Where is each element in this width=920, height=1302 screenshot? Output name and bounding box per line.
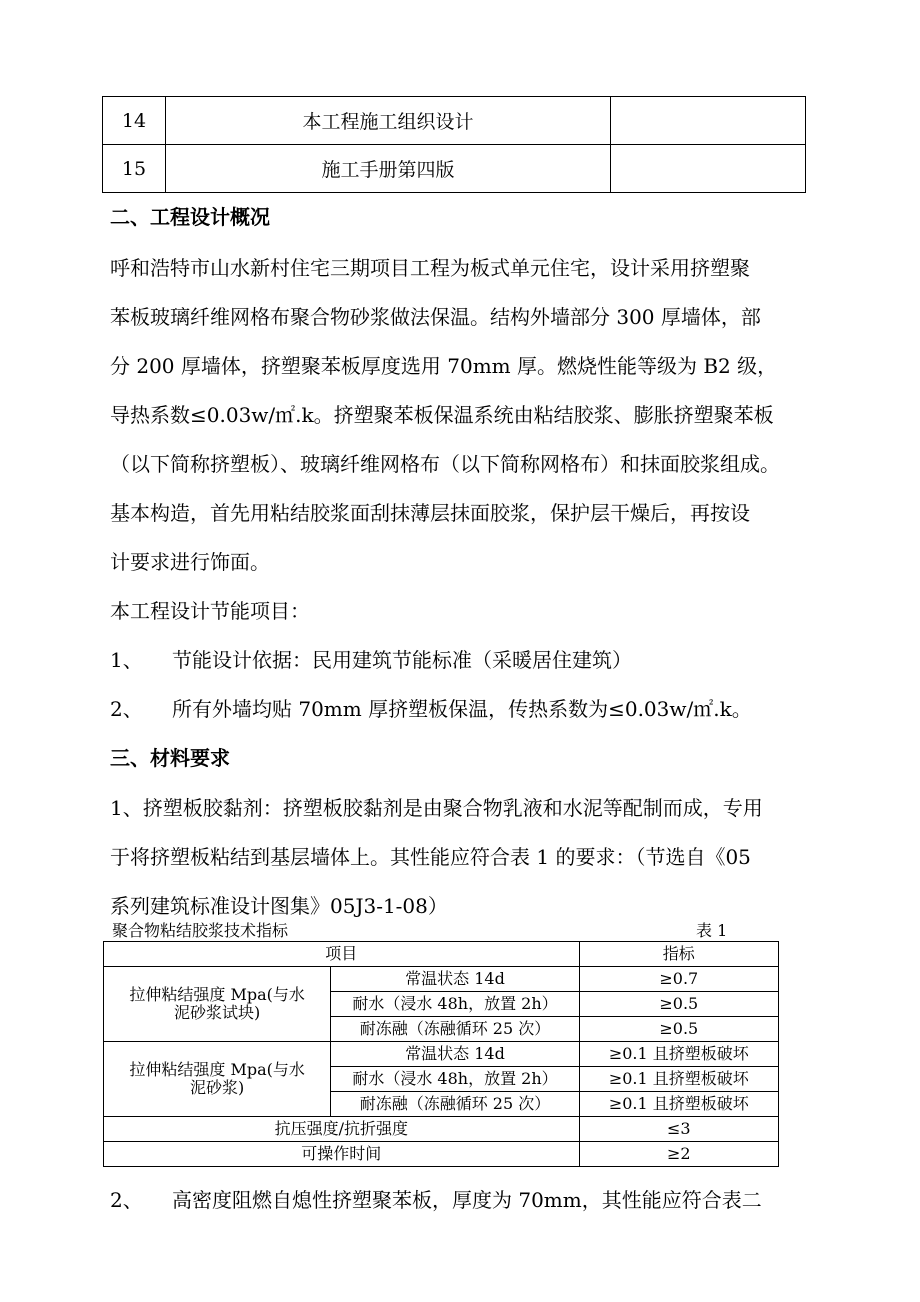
value-cell: ≥2: [579, 1142, 778, 1167]
column-header: 指标: [579, 942, 778, 967]
value-cell: ≥0.1 且挤塑板破坏: [579, 1092, 778, 1117]
group-label-line: 拉伸粘结强度 Mpa(与水: [129, 1060, 305, 1079]
value-cell: ≥0.1 且挤塑板破坏: [579, 1067, 778, 1092]
condition-cell: 耐冻融（冻融循环 25 次）: [331, 1092, 579, 1117]
condition-cell: 耐水（浸水 48h，放置 2h）: [331, 992, 579, 1017]
section-heading: 二、工程设计概况: [110, 205, 270, 229]
paragraph-line: 于将挤塑板粘结到基层墙体上。其性能应符合表 1 的要求：（节选自《05: [110, 845, 751, 869]
ref-note: [611, 97, 806, 145]
group-label-line: 拉伸粘结强度 Mpa(与水: [129, 985, 305, 1004]
condition-cell: 耐冻融（冻融循环 25 次）: [331, 1017, 579, 1042]
table-row: [103, 97, 806, 145]
paragraph-line: （以下简称挤塑板）、玻璃纤维网格布（以下简称网格布）和抹面胶浆组成。: [110, 452, 780, 476]
value-cell: ≤3: [579, 1117, 778, 1142]
energy-title: 本工程设计节能项目：: [110, 599, 310, 623]
value-cell: ≥0.1 且挤塑板破坏: [579, 1042, 778, 1067]
list-item: [110, 646, 632, 674]
list-number: 1、: [110, 648, 143, 672]
ref-number: 14: [103, 97, 166, 145]
table-row: [104, 967, 779, 992]
ref-title: 本工程施工组织设计: [166, 97, 611, 145]
table-row: [104, 1042, 779, 1067]
condition-cell: 常温状态 14d: [331, 967, 579, 992]
group-label: [104, 967, 331, 1042]
list-number: 2、: [110, 697, 143, 721]
table-label: 表 1: [696, 921, 728, 940]
condition-cell: 耐水（浸水 48h，放置 2h）: [331, 1067, 579, 1092]
paragraph-line: 系列建筑标准设计图集》05J3-1-08）: [110, 894, 448, 918]
table-row: [104, 1142, 779, 1167]
item-cell: 抗压强度/抗折强度: [104, 1117, 580, 1142]
spec-table: [103, 941, 779, 1167]
list-item: [110, 695, 752, 723]
table-row: [104, 1117, 779, 1142]
group-label: [104, 1042, 331, 1117]
section-heading: 三、材料要求: [110, 746, 230, 770]
group-label-line: 泥砂浆试块): [174, 1003, 261, 1022]
column-header: 项目: [104, 942, 580, 967]
table-header-row: [104, 942, 779, 967]
paragraph-line: 分 200 厚墙体，挤塑聚苯板厚度选用 70mm 厚。燃烧性能等级为 B2 级，: [110, 354, 778, 378]
paragraph-line: 苯板玻璃纤维网格布聚合物砂浆做法保温。结构外墙部分 300 厚墙体，部: [110, 305, 761, 329]
ref-note: [611, 145, 806, 193]
value-cell: ≥0.5: [579, 992, 778, 1017]
reference-table: [102, 96, 806, 193]
list-number: 2、: [110, 1188, 143, 1212]
paragraph-line: 基本构造，首先用粘结胶浆面刮抹薄层抹面胶浆，保护层干燥后，再按设: [110, 501, 750, 525]
paragraph-line: 计要求进行饰面。: [110, 550, 270, 574]
value-cell: ≥0.5: [579, 1017, 778, 1042]
list-item: [110, 1186, 762, 1214]
paragraph-line: 导热系数≤0.03w/㎡.k。挤塑聚苯板保温系统由粘结胶浆、膨胀挤塑聚苯板: [110, 403, 774, 427]
list-text: 节能设计依据：民用建筑节能标准（采暖居住建筑）: [172, 648, 632, 672]
list-text: 高密度阻燃自熄性挤塑聚苯板，厚度为 70mm，其性能应符合表二: [172, 1188, 762, 1212]
ref-number: 15: [103, 145, 166, 193]
condition-cell: 常温状态 14d: [331, 1042, 579, 1067]
value-cell: ≥0.7: [579, 967, 778, 992]
paragraph-line: 呼和浩特市山水新村住宅三期项目工程为板式单元住宅，设计采用挤塑聚: [110, 256, 750, 280]
ref-title: 施工手册第四版: [166, 145, 611, 193]
list-text: 所有外墙均贴 70mm 厚挤塑板保温，传热系数为≤0.03w/㎡.k。: [172, 697, 752, 721]
item-cell: 可操作时间: [104, 1142, 580, 1167]
table-caption: 聚合物粘结胶浆技术指标: [112, 921, 289, 940]
group-label-line: 泥砂浆): [190, 1078, 245, 1097]
paragraph-line: 1、挤塑板胶黏剂：挤塑板胶黏剂是由聚合物乳液和水泥等配制而成，专用: [110, 796, 763, 820]
table-row: [103, 145, 806, 193]
